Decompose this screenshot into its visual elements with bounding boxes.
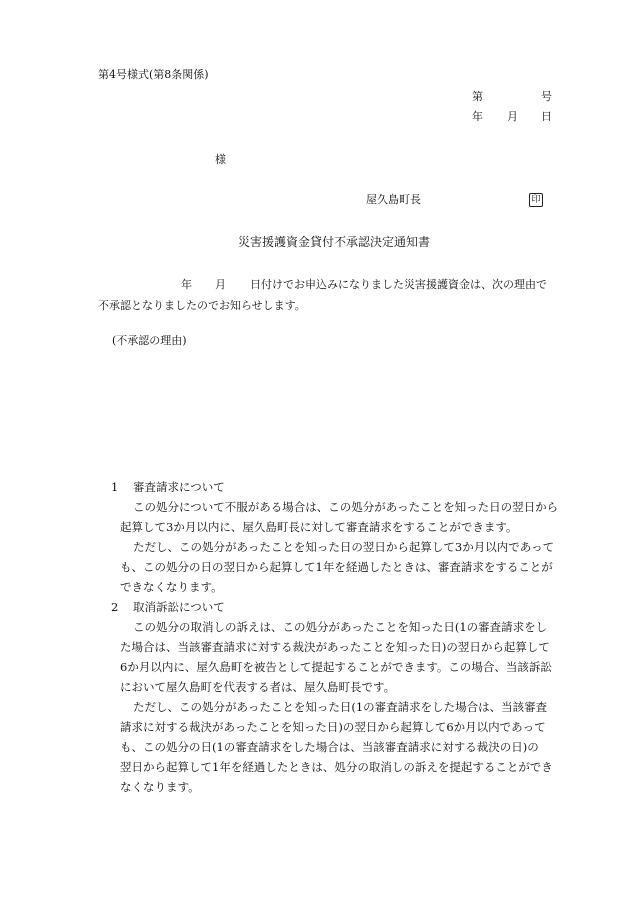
intro-month: 月	[215, 278, 226, 291]
section-2-line: において屋久島町を代表する者は、屋久島町長です。	[120, 680, 396, 694]
form-number: 第4号様式(第8条関係)	[98, 68, 209, 81]
addressee-suffix: 様	[215, 153, 226, 166]
reason-label: (不承認の理由)	[112, 334, 187, 347]
section-1-line: も、この処分の日の翌日から起算して1年を経過したときは、審査請求をすることが	[120, 560, 553, 574]
section-1-line: 起算して3か月以内に、屋久島町長に対して審査請求をすることができます。	[120, 520, 518, 534]
section-1-heading: 審査請求について	[133, 480, 225, 494]
intro-line-2: 不承認となりましたのでお知らせします。	[98, 299, 306, 312]
doc-number-go: 号	[541, 90, 552, 103]
date-year: 年	[472, 110, 483, 123]
section-2-line: ただし、この処分があったことを知った日(1の審査請求をした場合は、当該審査	[133, 700, 548, 714]
date-day: 日	[541, 110, 552, 123]
section-2-line: 翌日から起算して1年を経過したときは、処分の取消しの訴えを提起することができ	[120, 760, 553, 774]
intro-year: 年	[181, 278, 192, 291]
document-title: 災害援護資金貸付不承認決定通知書	[238, 235, 431, 249]
section-2-number: 2	[111, 600, 119, 614]
doc-number-dai: 第	[472, 90, 483, 103]
section-1-line: この処分について不服がある場合は、この処分があったことを知った日の翌日から	[133, 500, 559, 514]
section-2-line: この処分の取消しの訴えは、この処分があったことを知った日(1の審査請求をし	[133, 620, 548, 634]
section-2-line: も、この処分の日(1の審査請求をした場合は、当該審査請求に対する裁決の日)の	[120, 740, 539, 754]
section-1-line: ただし、この処分があったことを知った日の翌日から起算して3か月以内であって	[133, 540, 555, 554]
issuer: 屋久島町長	[366, 193, 421, 206]
section-2-heading: 取消訴訟について	[133, 600, 225, 614]
seal-mark: 印	[529, 193, 543, 207]
section-2-line: なくなります。	[120, 780, 200, 794]
section-1-number: 1	[111, 480, 119, 494]
section-2-line: た場合は、当該審査請求に対する裁決があったことを知った日)の翌日から起算して	[120, 640, 550, 654]
date-month: 月	[507, 110, 518, 123]
section-1-line: できなくなります。	[120, 580, 223, 594]
section-2-line: 請求に対する裁決があったことを知った日)の翌日から起算して6か月以内であって	[120, 720, 546, 734]
section-2-line: 6か月以内に、屋久島町を被告として提起することができます。この場合、当該訴訟	[120, 660, 552, 674]
intro-line-1: 日付けでお申込みになりました災害援護資金は、次の理由で	[250, 278, 547, 291]
